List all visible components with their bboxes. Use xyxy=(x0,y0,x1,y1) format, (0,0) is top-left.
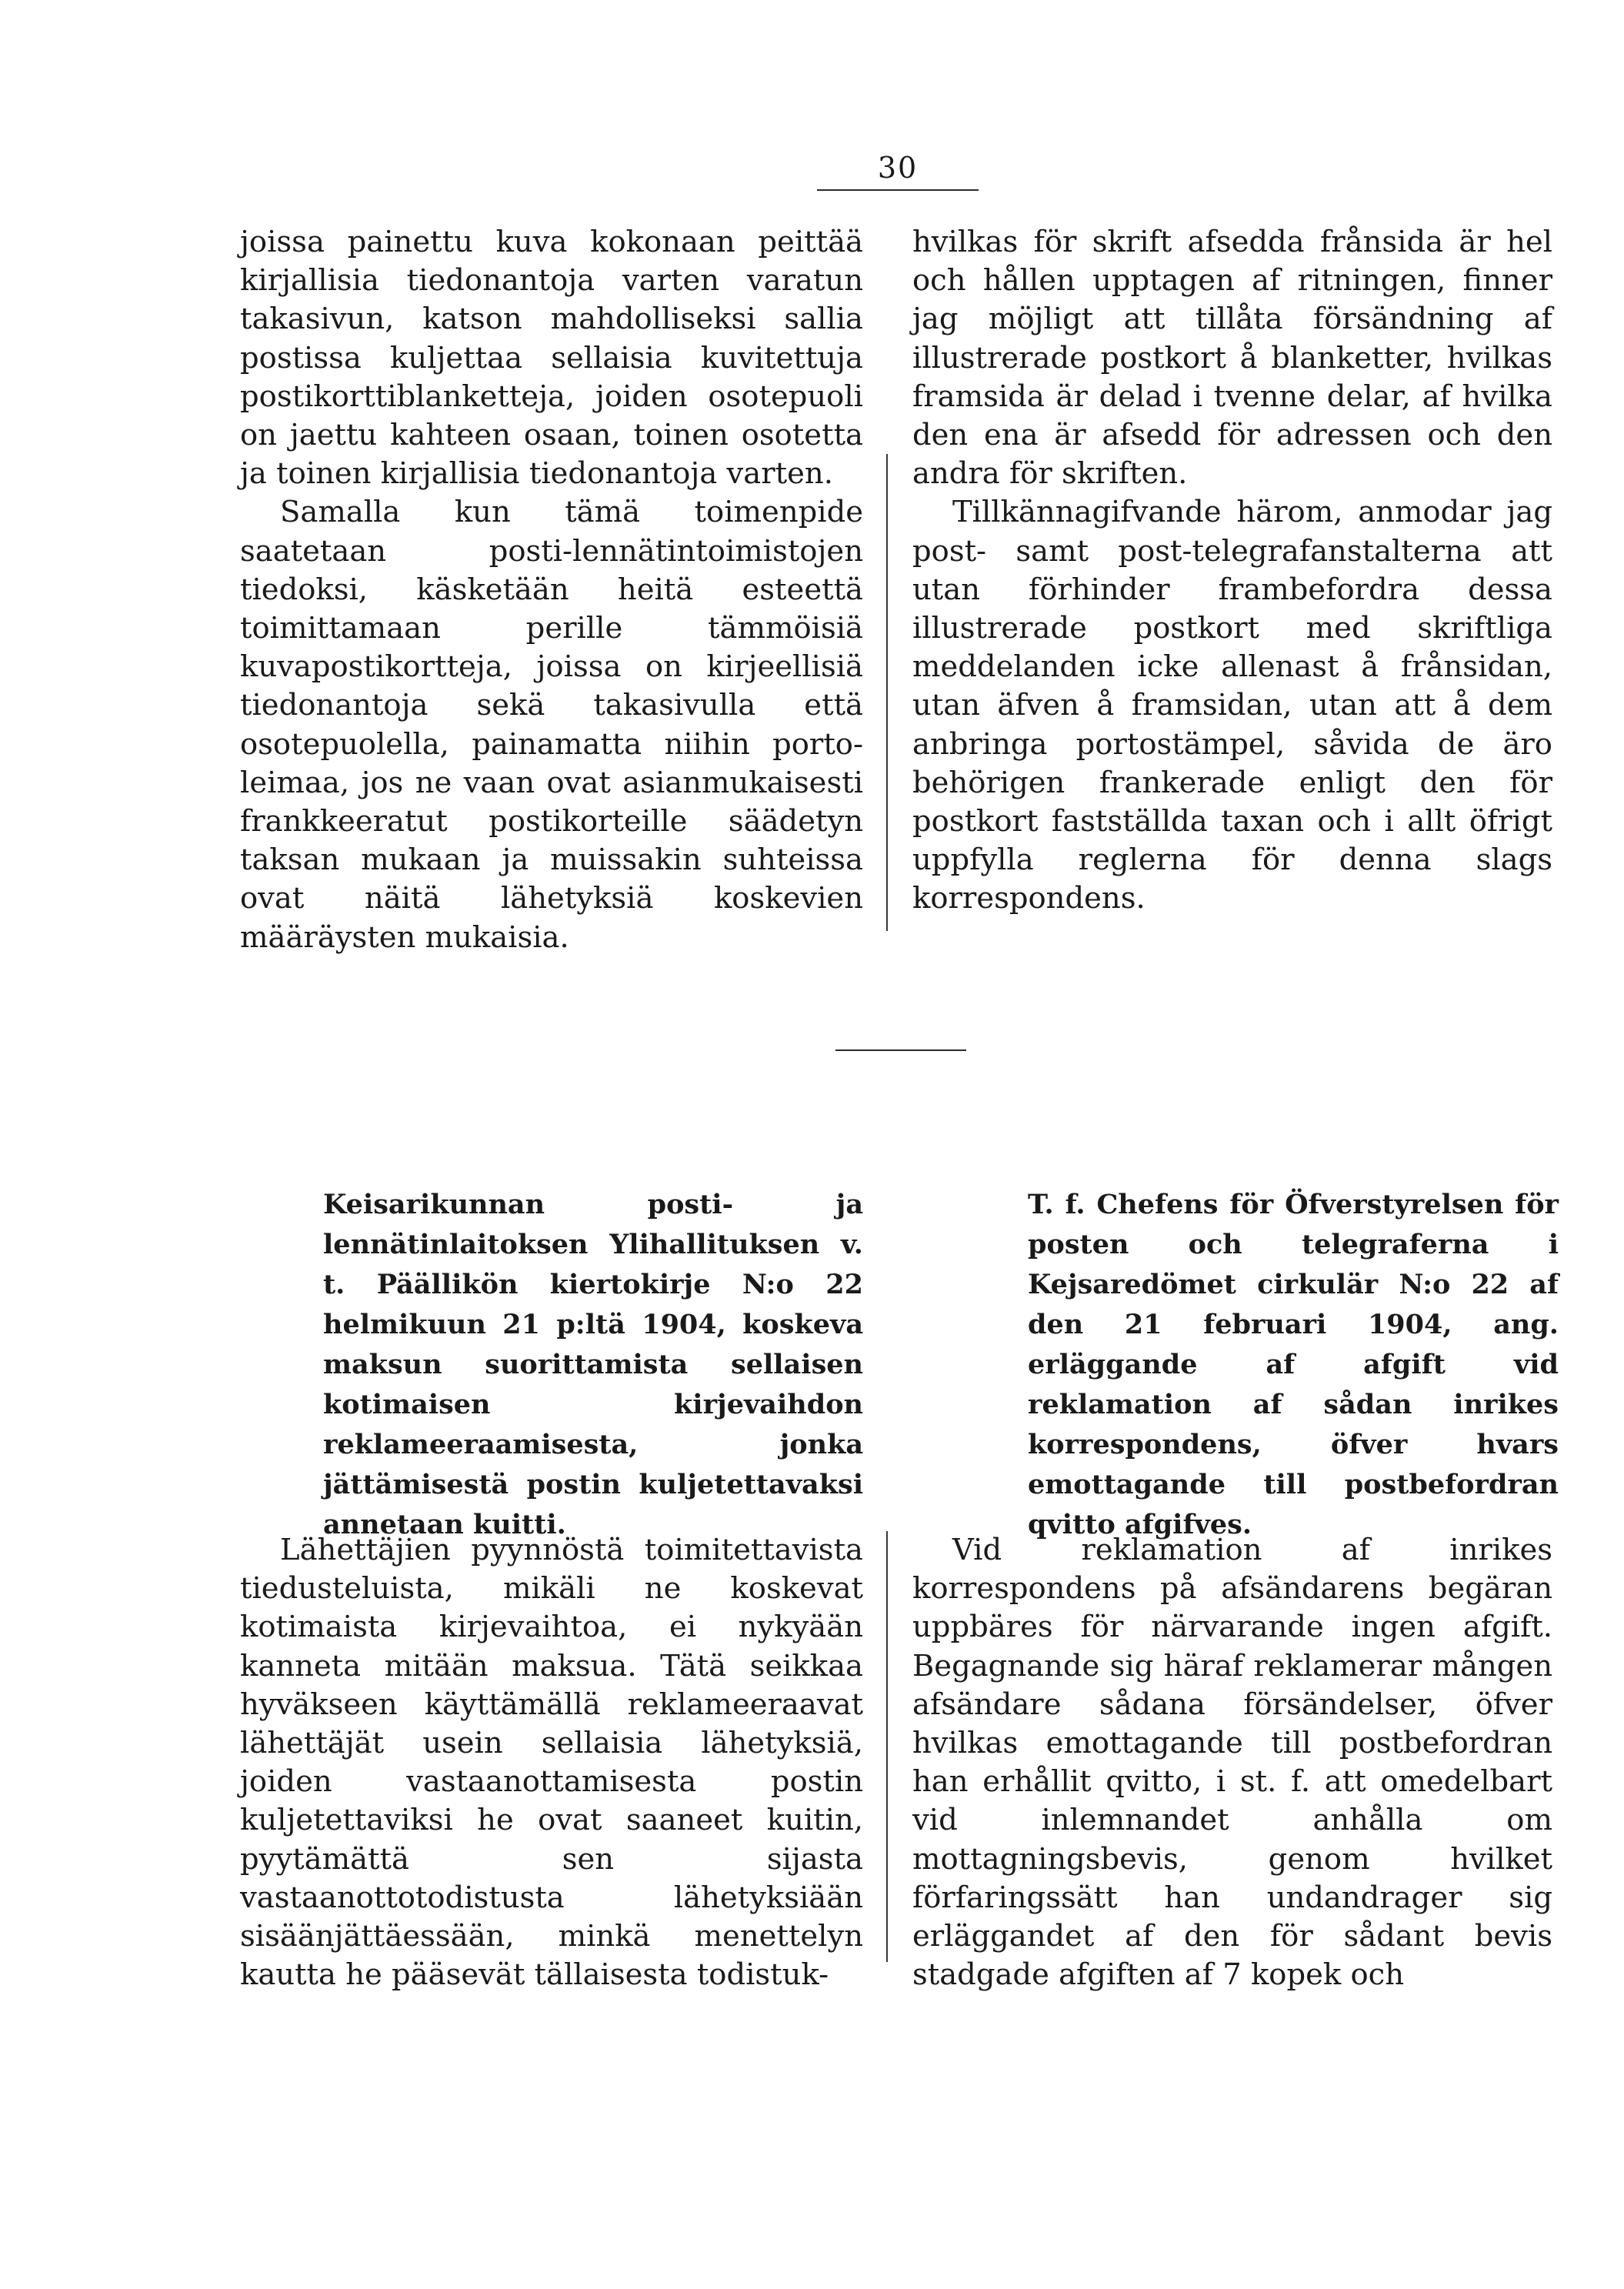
page-number-rule xyxy=(817,189,979,191)
swedish-circular-heading xyxy=(1028,1185,1559,1545)
swedish-paragraph-2: Tillkännagifvande härom, anmodar jag post- samt post-telegrafanstalterna att utan förhinder frambefordra dessa illustrerade postkort med skriftliga meddelanden icke allenast å frånsidan, utan äfven å framsidan, utan att å dem anbringa portostämpel, såvida de äro behörigen frankerade enligt den för postkort fastställda taxan och i allt öfrigt uppfylla reglerna för denna slags korrespondens. xyxy=(912,495,1552,916)
column-divider-bottom xyxy=(886,1531,888,1962)
column-divider-top xyxy=(886,454,888,931)
swedish-body-paragraph: Vid reklamation af inrikes korrespondens på afsändarens begäran uppbäres för närvarande ingen afgift. Begagnande sig häraf reklamerar mången afsändare sådana försändelser, öfver hvilkas emottagande till postbefordran han erhållit qvitto, i st. f. att omedelbart vid inlemnandet anhålla om mottagningsbevis, genom hvilket förfaringssätt han undandrager sig erläggandet af den för sådant bevis stadgade afgiften af 7 kopek och xyxy=(912,1533,1552,1993)
finnish-paragraph-2: Samalla kun tämä toimenpide saatetaan posti-lennätintoimistojen tiedoksi, käsketään heitä esteettä toimittamaan perille tämmöisiä kuvapostikortteja, joissa on kirjeellisiä tiedonantoja sekä takasivulla että osotepuolella, painamatta niihin porto-leimaa, jos ne vaan ovat asianmukaisesti frankkeeratut postikorteille säädetyn taksan mukaan ja muissakin suhteissa ovat näitä lähetyksiä koskevien määräysten mukaisia. xyxy=(240,495,863,955)
swedish-paragraph-1: hvilkas för skrift afsedda frånsida är hel och hållen upptagen af ritningen, finner jag möjligt att tillåta försändning af illustrerade postkort å blanketter, hvilkas framsida är delad i tvenne delar, af hvilka den ena är afsedd för adressen och den andra för skriften. xyxy=(912,225,1552,492)
finnish-body-paragraph: Lähettäjien pyynnöstä toimitettavista tiedusteluista, mikäli ne koskevat kotimaista kirjevaihtoa, ei nykyään kanneta mitään maksua. Tätä seikkaa hyväkseen käyttämällä reklameeraavat lähettäjät usein sellaisia lähetyksiä, joiden vastaanottamisesta postin kuljetettaviksi he ovat saaneet kuitin, pyytämättä sen sijasta vastaanottotodistusta lähetyksiään sisäänjättäessään, minkä menettelyn kautta he pääsevät tällaisesta todistuk- xyxy=(240,1533,863,1993)
swedish-column-bottom xyxy=(912,1531,1552,1994)
swedish-heading-text: T. f. Chefens för Öfverstyrelsen för posten och telegraferna i Kejsaredömet cirkulär N:o 22 af den 21 februari 1904, ang. erläggande af afgift vid reklamation af sådan inrikes korrespondens, öfver hvars emottagande till postbefordran qvitto afgifves. xyxy=(1028,1189,1559,1540)
section-separator-rule xyxy=(835,1049,966,1051)
finnish-column-top xyxy=(240,223,863,957)
finnish-column-bottom xyxy=(240,1531,863,1994)
swedish-column-top xyxy=(912,223,1552,919)
finnish-heading-text: Keisarikunnan posti- ja lennätinlaitoksen Ylihallituksen v. t. Päällikön kiertokirje N:o 22 helmikuun 21 p:ltä 1904, koskeva maksun suorittamista sellaisen kotimaisen kirjevaihdon reklameeraamisesta, jonka jättämisestä postin kuljetettavaksi annetaan kuitti. xyxy=(323,1189,863,1540)
page-number: 30 xyxy=(877,151,919,185)
finnish-circular-heading xyxy=(323,1185,863,1545)
finnish-paragraph-1: joissa painettu kuva kokonaan peittää kirjallisia tiedonantoja varten varatun takasivun, katson mahdolliseksi sallia postissa kuljettaa sellaisia kuvitettuja postikorttiblanketteja, joiden osotepuoli on jaettu kahteen osaan, toinen osotetta ja toinen kirjallisia tiedonantoja varten. xyxy=(240,225,863,492)
